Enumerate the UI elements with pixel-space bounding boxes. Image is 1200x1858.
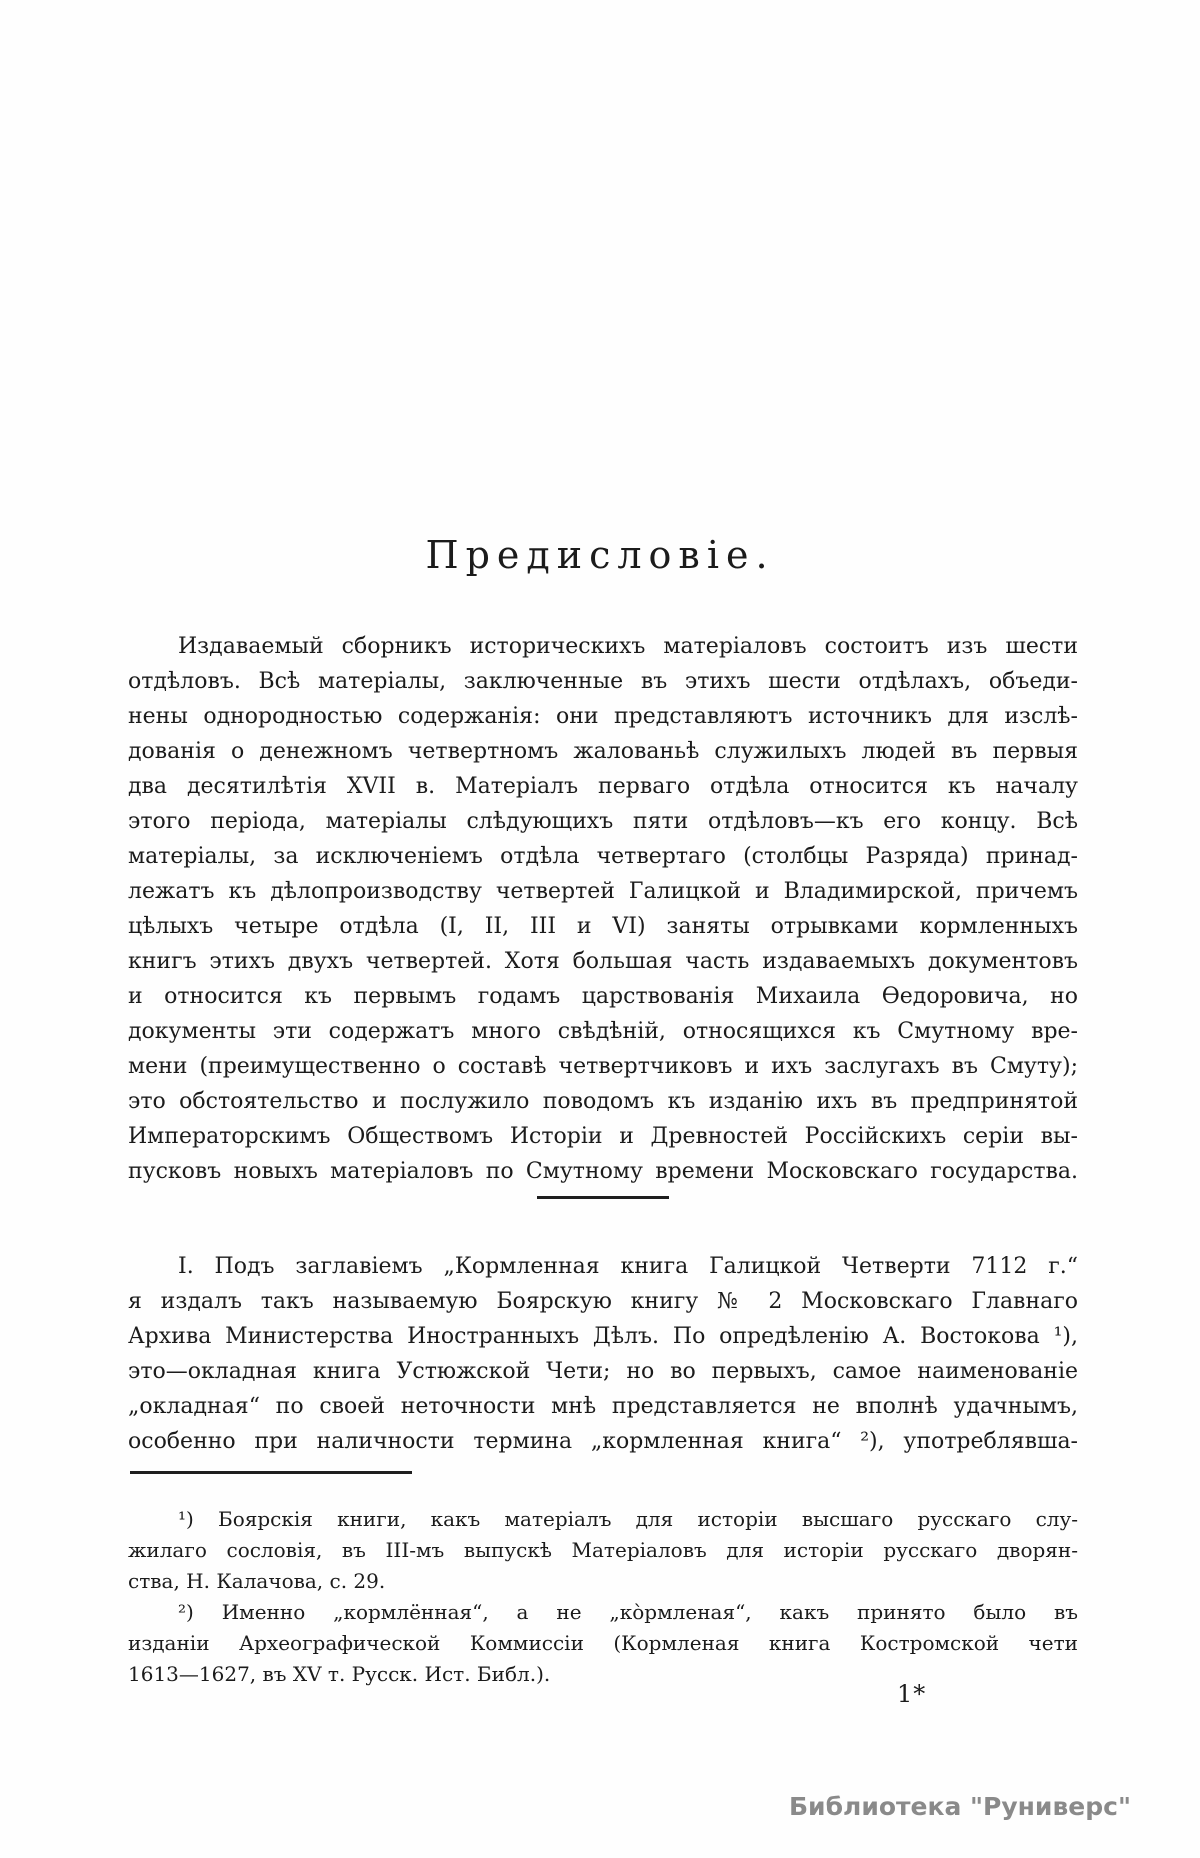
footnote-line: 1613—1627, въ XV т. Русск. Ист. Библ.). bbox=[128, 1662, 551, 1686]
preface-paragraph-1 bbox=[128, 629, 1078, 1189]
text-line: я издалъ такъ называемую Боярскую книгу № 2 Московскаго Главнаго bbox=[128, 1289, 1078, 1314]
text-line: документы эти содержатъ много свѣдѣній, относящихся къ Смутному вре- bbox=[128, 1019, 1078, 1044]
text-line: два десятилѣтія XVII в. Матеріалъ перваго отдѣла относится къ началу bbox=[128, 774, 1078, 799]
text-line: „окладная“ по своей неточности мнѣ представляется не вполнѣ удачнымъ, bbox=[128, 1394, 1078, 1419]
text-line: отдѣловъ. Всѣ матеріалы, заключенные въ этихъ шести отдѣлахъ, объеди- bbox=[128, 669, 1078, 694]
text-line: это обстоятельство и послужило поводомъ къ изданію ихъ въ предпринятой bbox=[128, 1089, 1078, 1114]
text-line: это—окладная книга Устюжской Чети; но во первыхъ, самое наименованіе bbox=[128, 1359, 1078, 1384]
text-line: пусковъ новыхъ матеріаловъ по Смутному времени Московскаго государства. bbox=[128, 1159, 1078, 1184]
signature-mark: 1* bbox=[897, 1680, 927, 1708]
text-line: цѣлыхъ четыре отдѣла (I, II, III и VI) заняты отрывками кормленныхъ bbox=[128, 914, 1078, 939]
text-line: матеріалы, за исключеніемъ отдѣла четвертаго (столбцы Разряда) принад- bbox=[128, 844, 1078, 869]
footnote-line: жилаго сословія, въ III-мъ выпускѣ Матеріаловъ для исторіи русскаго дворян- bbox=[128, 1538, 1078, 1562]
text-line: книгъ этихъ двухъ четвертей. Хотя большая часть издаваемыхъ документовъ bbox=[128, 949, 1078, 974]
text-line: мени (преимущественно о составѣ четвертчиковъ и ихъ заслугахъ въ Смуту); bbox=[128, 1054, 1078, 1079]
text-line: Архива Министерства Иностранныхъ Дѣлъ. По опредѣленію А. Востокова ¹), bbox=[128, 1324, 1078, 1349]
footnote-line: ¹) Боярскія книги, какъ матеріалъ для исторіи высшаго русскаго слу- bbox=[178, 1507, 1078, 1531]
library-watermark: Библиотека "Руниверс" bbox=[789, 1792, 1131, 1821]
page-title: Предисловіе. bbox=[425, 533, 775, 577]
footnotes-block bbox=[128, 1504, 1078, 1690]
text-line: и относится къ первымъ годамъ царствованія Михаила Ѳедоровича, но bbox=[128, 984, 1078, 1009]
text-line: особенно при наличности термина „кормленная книга“ ²), употреблявша- bbox=[128, 1429, 1078, 1454]
footnote-line: изданіи Археографической Коммиссіи (Кормленая книга Костромской чети bbox=[128, 1631, 1078, 1655]
footnote-line: ства, Н. Калачова, с. 29. bbox=[128, 1569, 386, 1593]
text-line: Императорскимъ Обществомъ Исторіи и Древностей Россійскихъ серіи вы- bbox=[128, 1124, 1078, 1149]
footnote-separator-rule bbox=[130, 1471, 412, 1474]
text-line: нены однородностью содержанія: они представляютъ источникъ для изслѣ- bbox=[128, 704, 1078, 729]
footnote-line: ²) Именно „кормлённая“, а не „ко̀рмленая“, какъ принято было въ bbox=[178, 1600, 1078, 1624]
text-line: лежатъ къ дѣлопроизводству четвертей Галицкой и Владимирской, причемъ bbox=[128, 879, 1078, 904]
text-line: этого періода, матеріалы слѣдующихъ пяти отдѣловъ—къ его концу. Всѣ bbox=[128, 809, 1078, 834]
section-divider-rule bbox=[537, 1196, 669, 1199]
preface-paragraph-2 bbox=[128, 1249, 1078, 1459]
text-line: I. Подъ заглавіемъ „Кормленная книга Галицкой Четверти 7112 г.“ bbox=[178, 1254, 1078, 1279]
text-line: дованія о денежномъ четвертномъ жалованьѣ служилыхъ людей въ первыя bbox=[128, 739, 1078, 764]
text-line: Издаваемый сборникъ историческихъ матеріаловъ состоитъ изъ шести bbox=[178, 634, 1078, 659]
